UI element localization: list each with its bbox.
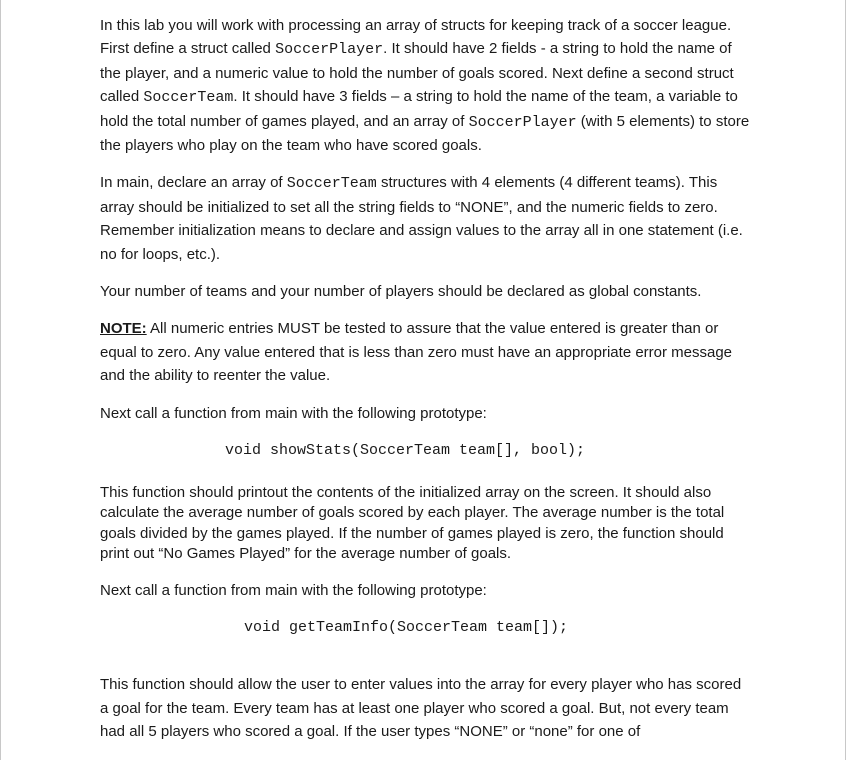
paragraph-next-call-2: Next call a function from main with the following prototype: xyxy=(100,581,487,599)
text-segment: (with 5 elements) to store the players who play on the team who have scored goals. xyxy=(100,112,750,155)
paragraph-getteaminfo-desc: This function should allow the user to enter values into the array for every player who has scored a goal for the team. Every team has at least one player who scored a goal. But, not every team had all 5 players who scored a goal. If the user types “NONE” or “none” for one of xyxy=(100,676,742,741)
code-soccerplayer: SoccerPlayer xyxy=(468,113,577,131)
text-segment: In main, declare an array of xyxy=(100,174,287,192)
paragraph-note xyxy=(100,317,750,387)
prototype-getteaminfo: void getTeamInfo(SoccerTeam team[]); xyxy=(244,618,569,636)
prototype-showstats: void showStats(SoccerTeam team[], bool); xyxy=(225,442,586,460)
paragraph-intro xyxy=(100,14,750,157)
paragraph-next-call-1: Next call a function from main with the following prototype: xyxy=(100,404,487,422)
note-label: NOTE: xyxy=(100,320,147,338)
note-text: All numeric entries MUST be tested to assure that the value entered is greater than or equal to zero. Any value entered that is less than zero must have an appropriate error message and the ability to reenter the value. xyxy=(100,320,733,385)
paragraph-main-declare xyxy=(100,171,750,266)
text-segment: In this lab you will work with processing an array of structs for keeping track of a soccer league. First define a struct called xyxy=(100,17,732,58)
code-soccerteam: SoccerTeam xyxy=(143,89,234,107)
document-body xyxy=(100,14,750,758)
code-soccerteam: SoccerTeam xyxy=(286,175,377,193)
code-soccerplayer: SoccerPlayer xyxy=(275,41,384,59)
paragraph-global-constants: Your number of teams and your number of players should be declared as global constants. xyxy=(100,283,702,301)
paragraph-showstats-desc: This function should printout the contents of the initialized array on the screen. It should also calculate the average number of goals scored by each player. The average number is the total goals divided by the games played. If the number of games played is zero, the function should print out “No Games Played” for the average number of goals. xyxy=(100,483,725,562)
text-segment: . It should have 2 fields - a string to hold the name of the player, and a numeric value to hold the number of goals scored. Next define a second struct called xyxy=(100,40,734,106)
text-segment: structures with 4 elements (4 different teams). This array should be initialized to set all the string fields to “NONE”, and the numeric fields to zero. Remember initialization means to declare and assign values to the array all in one statement (i.e. no for loops, etc.). xyxy=(100,174,743,263)
text-segment: . It should have 3 fields – a string to hold the name of the team, a variable to hold the total number of games played, and an array of xyxy=(100,88,738,130)
